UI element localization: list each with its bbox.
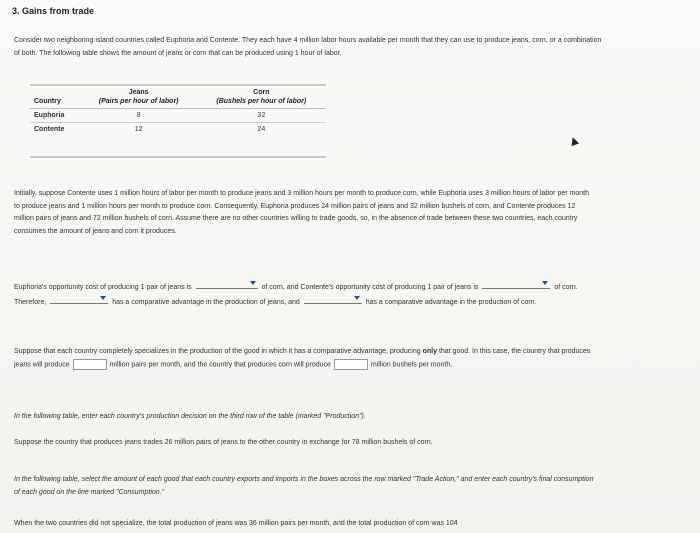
- mouse-cursor-icon: [569, 136, 579, 146]
- col-corn-header: Corn: [253, 89, 270, 96]
- col-jeans-subheader: (Pairs per hour of labor): [81, 97, 197, 109]
- initial-production-paragraph: Initially, suppose Contente uses 1 million hours of labor per month to produce jeans and 3 million hours per month to produce corn, while Euphoria uses 3 million hours of labor per month to produce jeans and 1 million hours per month to produce corn. Consequently, Euphoria produces 24 million pairs of jeans and 32 million bushels of corn, and Contente produces 12 million pairs of jeans and 72 million bushels of corn. Assume there are no other countries willing to trade goods, so, in the absence of trade between these two countries, each country consumes the amount of jeans and corn it produces.: [14, 190, 589, 235]
- chevron-down-icon: [100, 296, 106, 300]
- col-corn-subheader: (Bushels per hour of labor): [197, 97, 326, 109]
- specialization-paragraph: Suppose that each country completely specializes in the production of the good in which it has a comparative advantage, producing only that good. In this case, the country that produces jeans will produce million pairs per month, and the country that produces corn will produce million bushels per month.: [14, 348, 591, 368]
- row-corn: 24: [197, 123, 326, 137]
- row-jeans: 8: [136, 112, 141, 119]
- production-row-instruction: In the following table, enter each country's production decision on the third row of the table (marked "Production").: [14, 413, 366, 420]
- corn-advantage-country-dropdown[interactable]: [304, 295, 362, 304]
- section-title: 3. Gains from trade: [12, 6, 95, 16]
- corn-production-input[interactable]: [334, 359, 368, 370]
- row-corn: 32: [257, 112, 266, 119]
- chevron-down-icon: [250, 281, 256, 285]
- jeans-advantage-country-dropdown[interactable]: [50, 295, 108, 304]
- row-country: Euphoria: [34, 112, 65, 119]
- intro-paragraph: Consider two neighboring island countries called Euphoria and Contente. They each have 4 million labor hours available per month that they can use to produce jeans, corn, or a combination of both. The following table shows the amount of jeans or corn that can be produced using 1 hour of labor.: [14, 37, 602, 57]
- opportunity-cost-paragraph: Euphoria's opportunity cost of producing 1 pair of jeans is of corn, and Contente's opportunity cost of producing 1 pair of jeans is of corn. Therefore, has a comparative advantage in the production of jeans, and has a comparative advantage in the production of corn.: [14, 280, 594, 309]
- production-table: [30, 88, 326, 136]
- row-jeans: 12: [81, 123, 197, 137]
- col-jeans-header: Jeans: [128, 89, 149, 96]
- euphoria-opportunity-cost-dropdown[interactable]: [196, 280, 258, 289]
- col-country-header: Country: [30, 97, 81, 109]
- jeans-production-input[interactable]: [73, 359, 107, 370]
- trade-action-instruction: In the following table, select the amount of each good that each country exports and imports in the boxes across the row marked "Trade Action," and enter each country's final consumption of each good on the line marked "Consumption.": [14, 476, 594, 496]
- trade-terms-paragraph: Suppose the country that produces jeans trades 26 million pairs of jeans to the other country in exchange for 78 million bushels of corn.: [14, 439, 433, 446]
- row-country: Contente: [30, 123, 81, 137]
- chevron-down-icon: [542, 281, 548, 285]
- table-row: [30, 123, 326, 137]
- table-row: [30, 109, 326, 123]
- chevron-down-icon: [354, 296, 360, 300]
- table-top-rule: [30, 84, 326, 86]
- contente-opportunity-cost-dropdown[interactable]: [482, 280, 550, 289]
- table-bottom-rule: [30, 156, 326, 158]
- total-production-paragraph: When the two countries did not specialize, the total production of jeans was 36 million pairs per month, and the total production of corn was 104: [14, 520, 458, 527]
